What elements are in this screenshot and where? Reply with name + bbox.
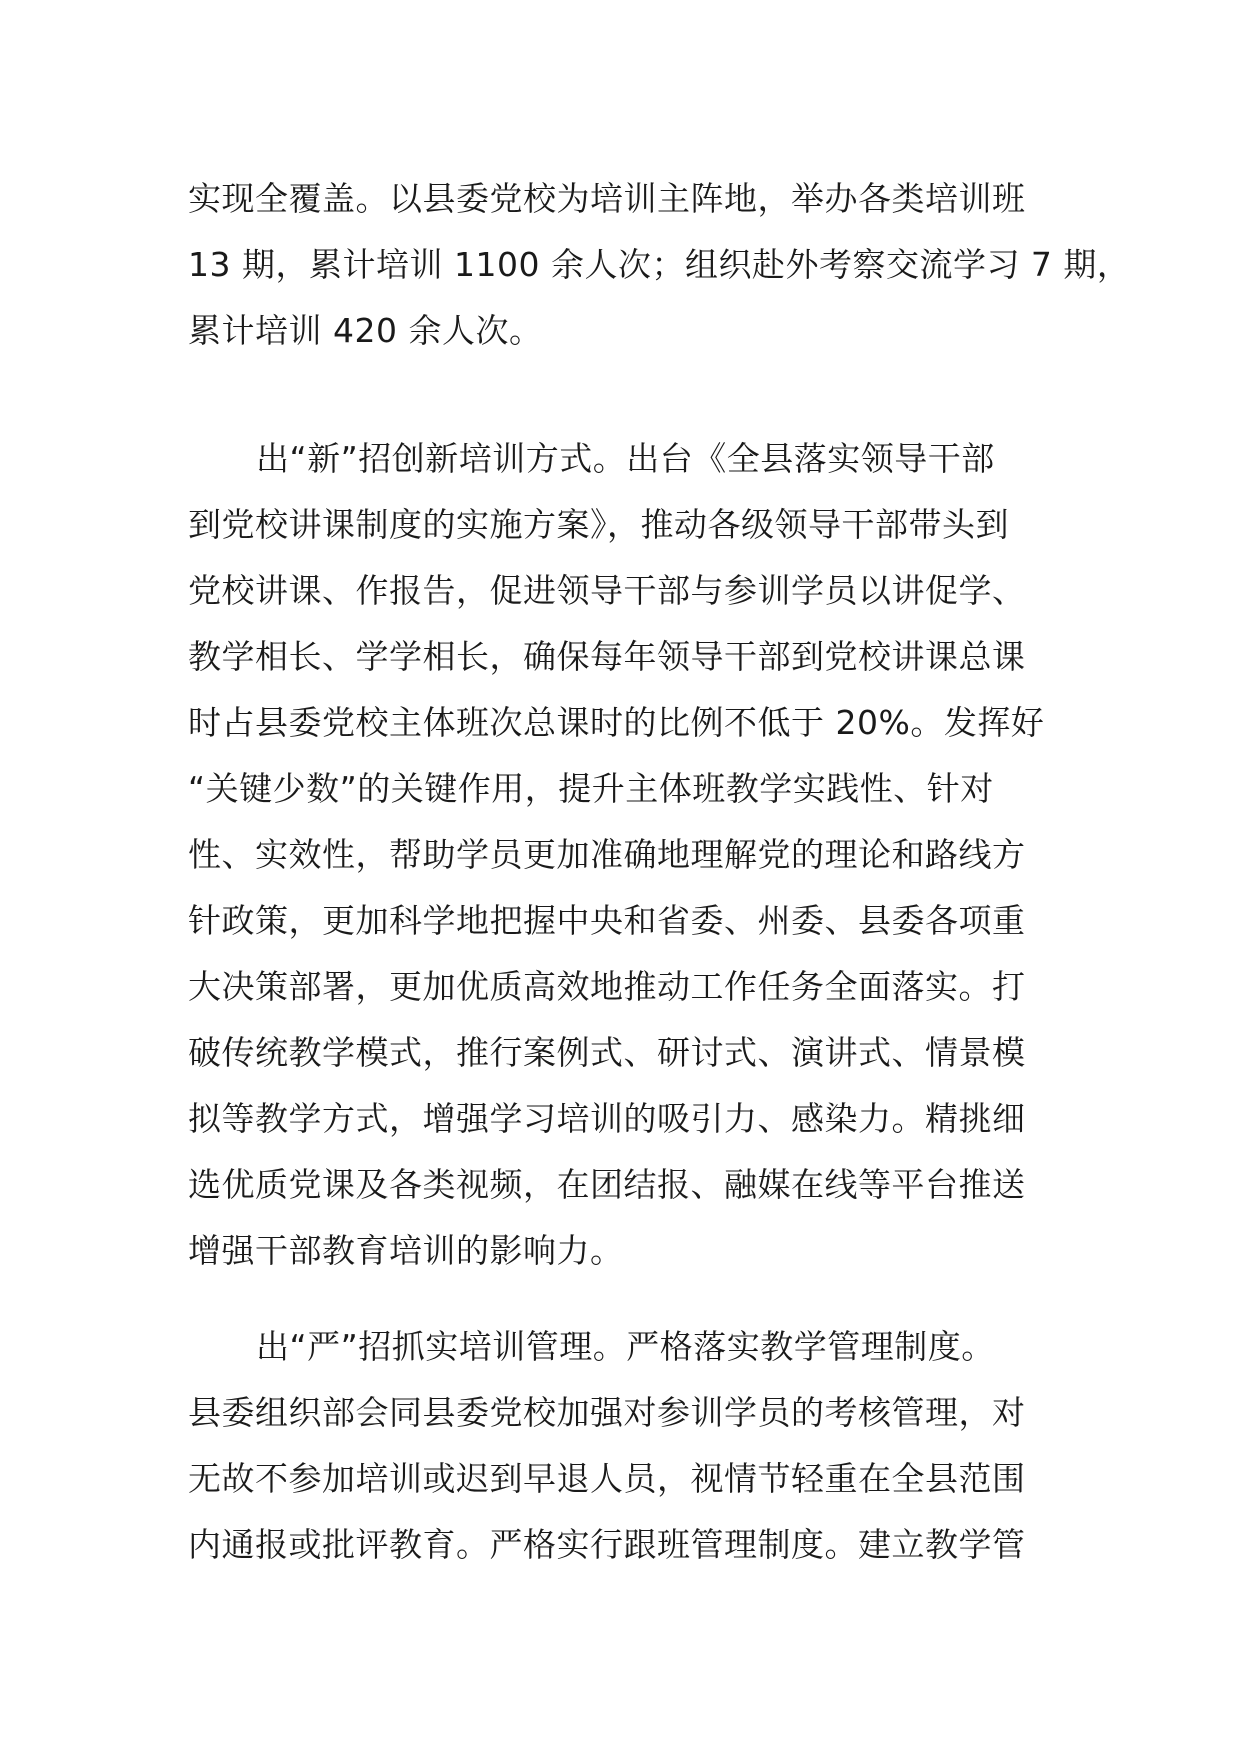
text-line: 党校讲课、作报告，促进领导干部与参训学员以讲促学、 xyxy=(188,571,1026,610)
text-line: 出“新”招创新培训方式。出台《全县落实领导干部 xyxy=(256,439,995,478)
text-line: 教学相长、学学相长，确保每年领导干部到党校讲课总课 xyxy=(188,637,1026,676)
text-line: 无故不参加培训或迟到早退人员，视情节轻重在全县范围 xyxy=(188,1459,1026,1498)
paragraph-coverage xyxy=(188,166,1131,364)
text-line: 实现全覆盖。以县委党校为培训主阵地，举办各类培训班 xyxy=(188,179,1026,218)
text-line: 出“严”招抓实培训管理。严格落实教学管理制度。 xyxy=(256,1327,995,1366)
paragraph-innovation xyxy=(188,426,1088,1284)
text-line: “关键少数”的关键作用，提升主体班教学实践性、针对 xyxy=(188,769,994,808)
text-line: 累计培训 420 余人次。 xyxy=(188,311,543,350)
text-line: 到党校讲课制度的实施方案》，推动各级领导干部带头到 xyxy=(188,505,1009,544)
text-line: 时占县委党校主体班次总课时的比例不低于 20%。发挥好 xyxy=(188,703,1045,742)
text-line: 针政策，更加科学地把握中央和省委、州委、县委各项重 xyxy=(188,901,1026,940)
text-line: 性、实效性，帮助学员更加准确地理解党的理论和路线方 xyxy=(188,835,1026,874)
text-line: 内通报或批评教育。严格实行跟班管理制度。建立教学管 xyxy=(188,1525,1026,1564)
text-line: 县委组织部会同县委党校加强对参训学员的考核管理，对 xyxy=(188,1393,1026,1432)
paragraph-strict-management xyxy=(188,1314,1088,1578)
text-line: 大决策部署，更加优质高效地推动工作任务全面落实。打 xyxy=(188,967,1026,1006)
text-line: 13 期，累计培训 1100 余人次；组织赴外考察交流学习 7 期， xyxy=(188,245,1131,284)
text-line: 选优质党课及各类视频，在团结报、融媒在线等平台推送 xyxy=(188,1165,1026,1204)
text-line: 破传统教学模式，推行案例式、研讨式、演讲式、情景模 xyxy=(188,1033,1026,1072)
text-line: 增强干部教育培训的影响力。 xyxy=(188,1231,624,1270)
text-line: 拟等教学方式，增强学习培训的吸引力、感染力。精挑细 xyxy=(188,1099,1026,1138)
